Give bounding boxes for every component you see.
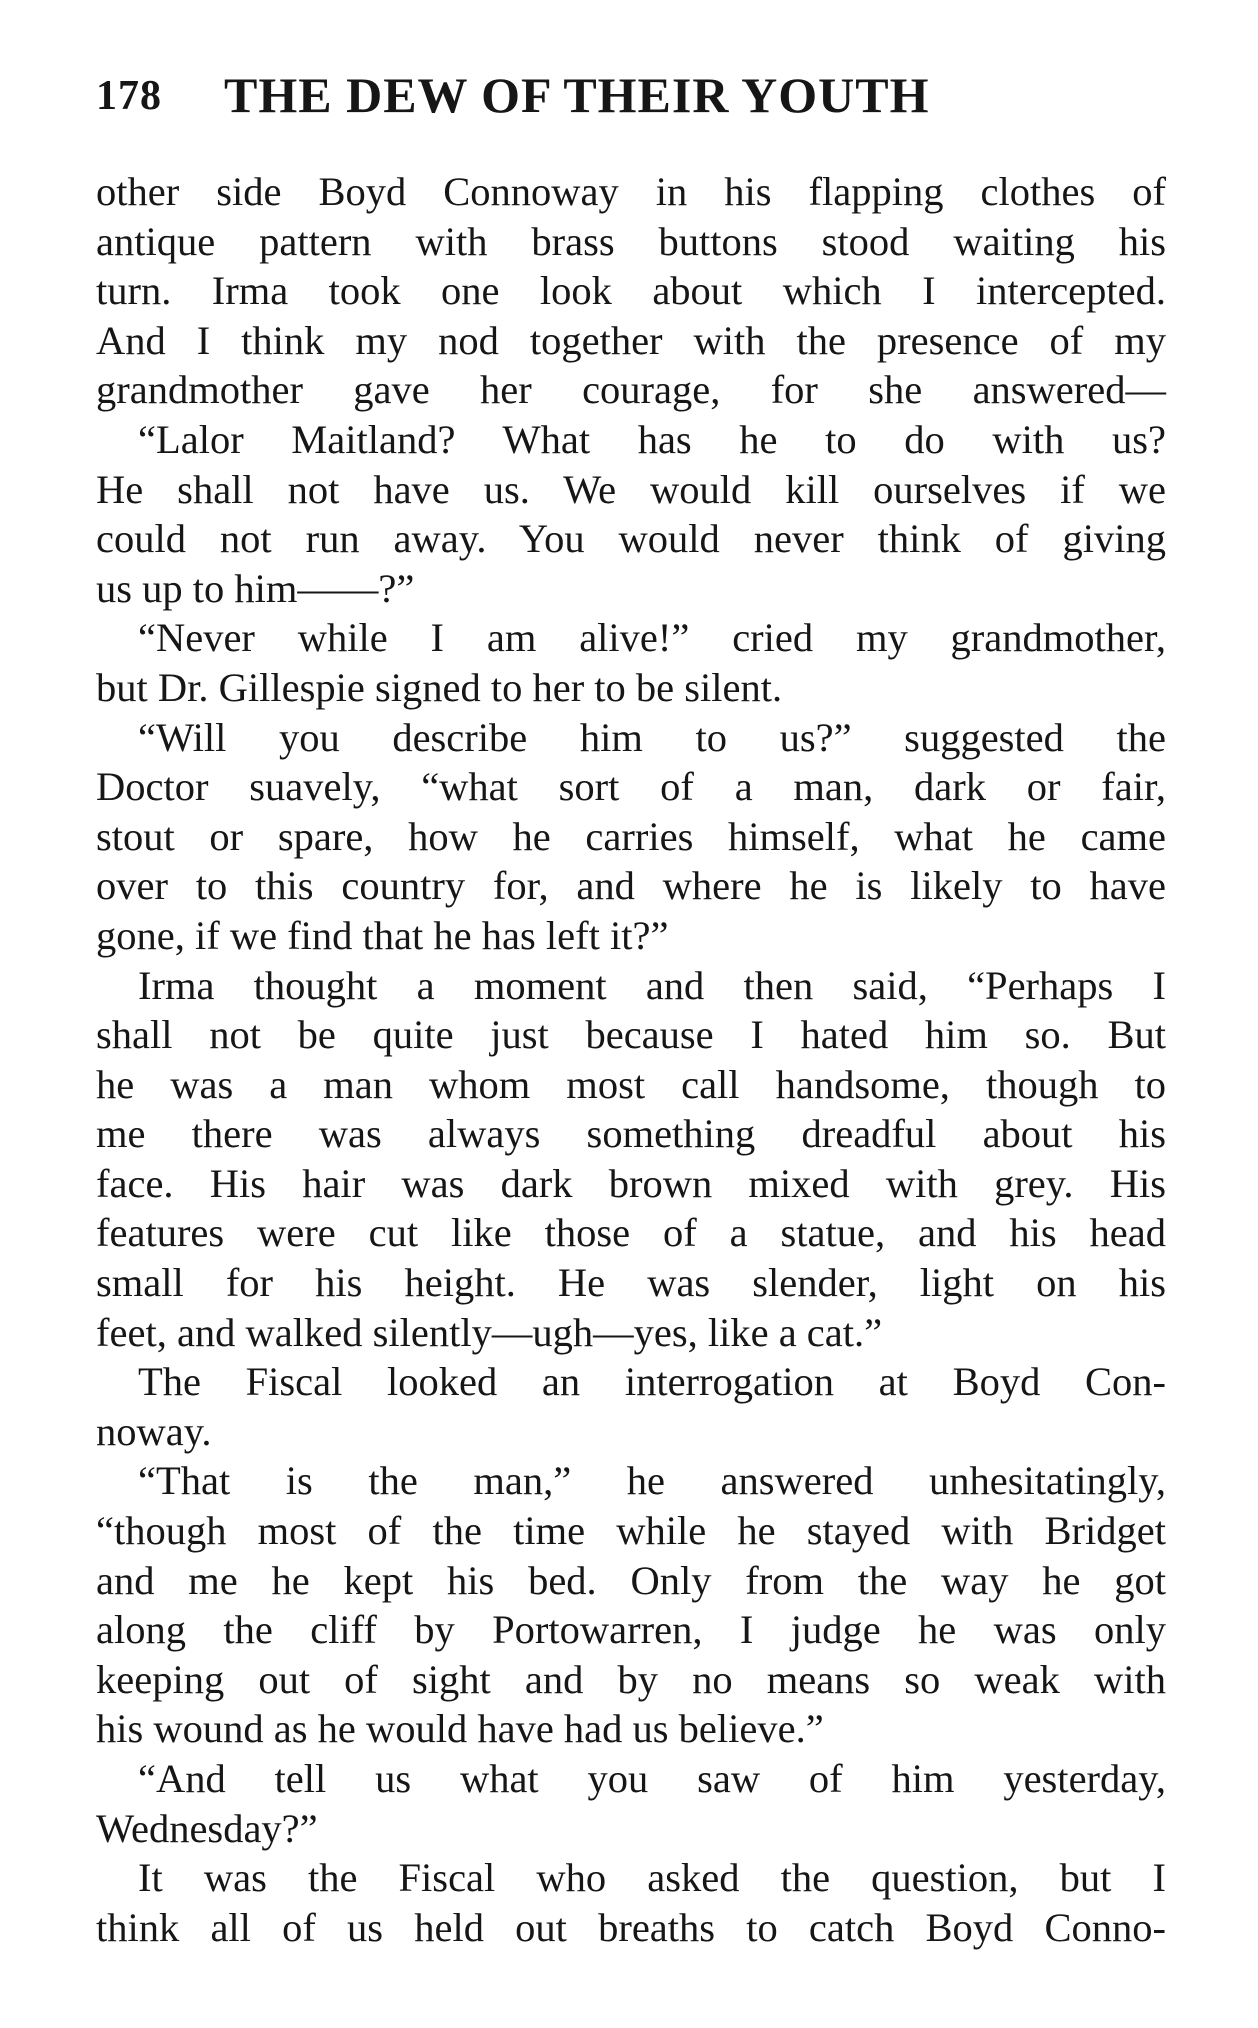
- text-line: but Dr. Gillespie signed to her to be silent.: [96, 664, 783, 710]
- text-line: “Never while I am alive!” cried my grandmother,: [138, 615, 1166, 661]
- text-line: gone, if we find that he has left it?”: [96, 912, 669, 958]
- text-line: And I think my nod together with the presence of my: [96, 317, 1166, 363]
- text-line: could not run away. You would never think of giving: [96, 516, 1166, 562]
- running-head: THE DEW OF THEIR YOUTH: [224, 67, 930, 123]
- text-line: Doctor suavely, “what sort of a man, dark or fair,: [96, 764, 1166, 810]
- text-line: antique pattern with brass buttons stood waiting his: [96, 218, 1166, 264]
- text-line: “Will you describe him to us?” suggested the: [138, 714, 1166, 760]
- text-line: feet, and walked silently—ugh—yes, like a cat.”: [96, 1309, 883, 1355]
- text-line: turn. Irma took one look about which I intercepted.: [96, 268, 1166, 314]
- text-line: Irma thought a moment and then said, “Perhaps I: [138, 962, 1166, 1008]
- text-line: “though most of the time while he stayed with Bridget: [96, 1508, 1166, 1554]
- text-line: stout or spare, how he carries himself, what he came: [96, 813, 1166, 859]
- text-line: keeping out of sight and by no means so weak with: [96, 1656, 1166, 1702]
- text-line: his wound as he would have had us believe.”: [96, 1706, 824, 1752]
- page-header: [96, 66, 1166, 136]
- text-line: along the cliff by Portowarren, I judge he was only: [96, 1607, 1166, 1653]
- text-line: face. His hair was dark brown mixed with grey. His: [96, 1160, 1166, 1206]
- text-line: grandmother gave her courage, for she answered—: [96, 367, 1166, 413]
- page-number: 178: [96, 73, 162, 119]
- text-line: “Lalor Maitland? What has he to do with us?: [138, 416, 1166, 462]
- text-line: Wednesday?”: [96, 1805, 318, 1851]
- body-text: [96, 167, 1166, 1952]
- text-line: “That is the man,” he answered unhesitatingly,: [138, 1458, 1166, 1504]
- text-line: features were cut like those of a statue, and his head: [96, 1210, 1166, 1256]
- text-line: The Fiscal looked an interrogation at Boyd Con-: [138, 1359, 1166, 1405]
- text-line: He shall not have us. We would kill ourselves if we: [96, 466, 1166, 512]
- text-line: he was a man whom most call handsome, though to: [96, 1061, 1166, 1107]
- text-line: “And tell us what you saw of him yesterday,: [138, 1756, 1166, 1801]
- text-line: over to this country for, and where he is likely to have: [96, 863, 1166, 909]
- text-line: and me he kept his bed. Only from the way he got: [96, 1557, 1166, 1603]
- text-line: think all of us held out breaths to catch Boyd Conno-: [96, 1904, 1166, 1950]
- text-line: shall not be quite just because I hated him so. But: [96, 1012, 1166, 1058]
- text-line: other side Boyd Connoway in his flapping clothes of: [96, 169, 1166, 214]
- text-line: noway.: [96, 1408, 212, 1454]
- text-line: me there was always something dreadful about his: [96, 1111, 1166, 1157]
- text-line: us up to him——?”: [96, 565, 415, 611]
- text-line: It was the Fiscal who asked the question, but I: [138, 1855, 1166, 1901]
- text-line: small for his height. He was slender, light on his: [96, 1260, 1166, 1306]
